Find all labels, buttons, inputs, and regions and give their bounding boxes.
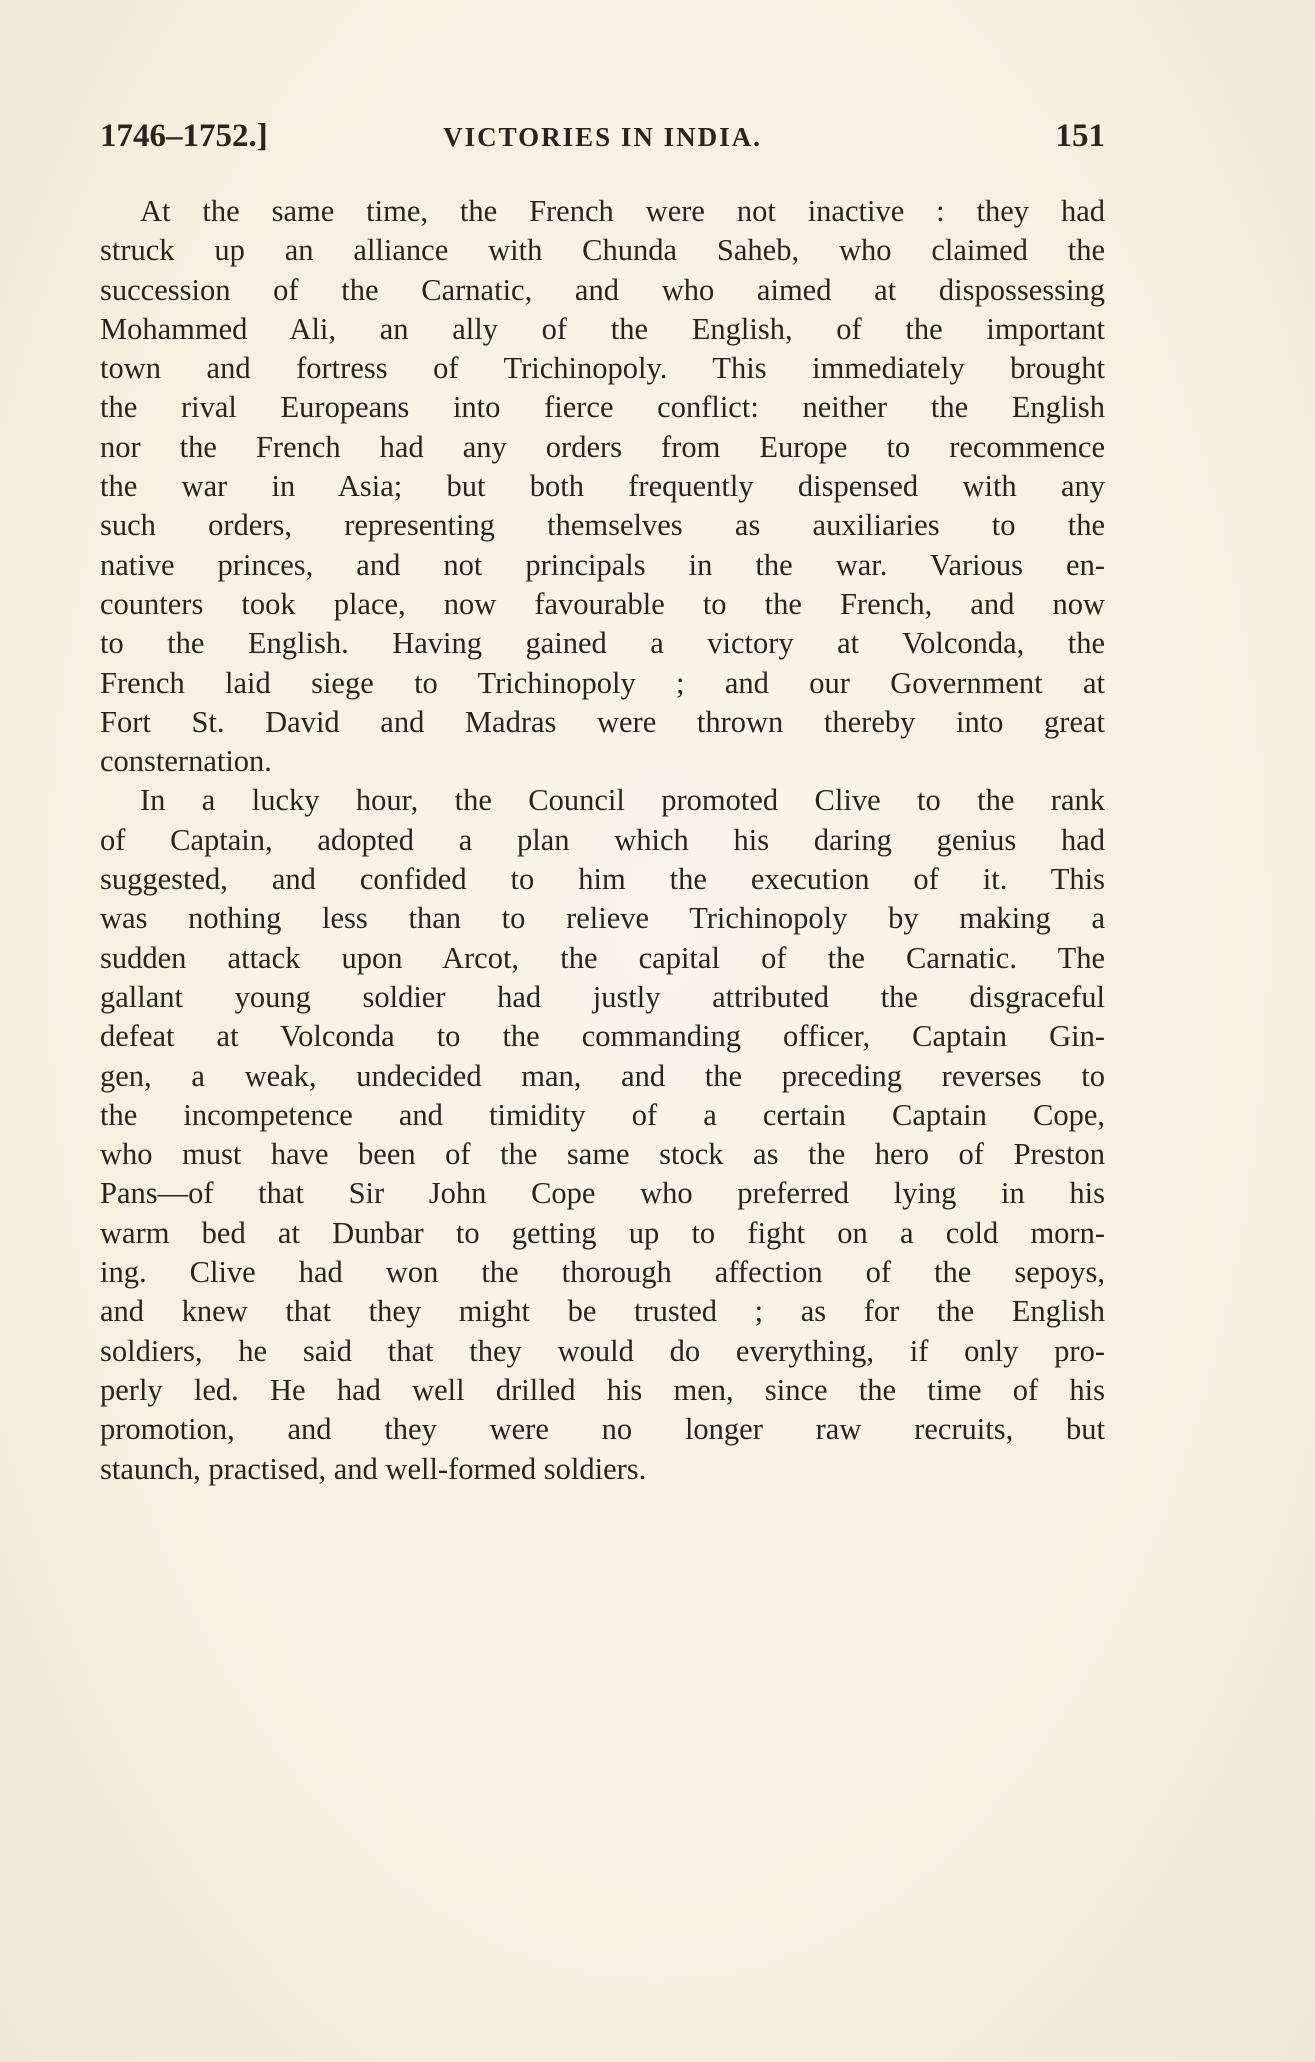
text-line: staunch, practised, and well-formed soldiers.	[100, 1451, 647, 1486]
running-head	[100, 118, 1105, 162]
text-line: who must have been of the same stock as the hero of Preston	[100, 1137, 1105, 1172]
text-line: ing. Clive had won the thorough affection of the sepoys,	[100, 1255, 1105, 1290]
text-line: nor the French had any orders from Europe to recommence	[100, 429, 1105, 464]
text-line: the war in Asia; but both frequently dispensed with any	[100, 469, 1105, 504]
text-line: warm bed at Dunbar to getting up to fight on a cold morn-	[100, 1215, 1105, 1250]
text-line: promotion, and they were no longer raw recruits, but	[100, 1412, 1105, 1447]
text-line: defeat at Volconda to the commanding officer, Captain Gin-	[100, 1019, 1105, 1054]
text-line: the incompetence and timidity of a certain Captain Cope,	[100, 1097, 1105, 1132]
text-line: to the English. Having gained a victory at Volconda, the	[100, 626, 1105, 661]
text-line: Mohammed Ali, an ally of the English, of the important	[100, 311, 1105, 346]
text-line: Fort St. David and Madras were thrown thereby into great	[100, 704, 1105, 739]
paragraph	[100, 781, 1105, 1488]
text-line: succession of the Carnatic, and who aimed at dispossessing	[100, 272, 1105, 307]
text-line: town and fortress of Trichinopoly. This immediately brought	[100, 351, 1105, 386]
page-number: 151	[1055, 118, 1105, 154]
text-line: was nothing less than to relieve Trichinopoly by making a	[100, 901, 1105, 936]
text-line: and knew that they might be trusted ; as for the English	[100, 1294, 1105, 1329]
text-line: perly led. He had well drilled his men, since the time of his	[100, 1372, 1105, 1407]
body-text	[100, 192, 1105, 1489]
text-line: struck up an alliance with Chunda Saheb, who claimed the	[100, 233, 1105, 268]
header-date-range: 1746–1752.]	[100, 118, 268, 154]
text-line: native princes, and not principals in the war. Various en-	[100, 547, 1105, 582]
text-line: At the same time, the French were not inactive : they had	[140, 194, 1105, 228]
text-line: sudden attack upon Arcot, the capital of the Carnatic. The	[100, 940, 1105, 975]
text-line: suggested, and confided to him the execution of it. This	[100, 862, 1105, 897]
text-line: In a lucky hour, the Council promoted Clive to the rank	[140, 783, 1105, 818]
header-title: VICTORIES IN INDIA.	[443, 122, 762, 152]
text-line: consternation.	[100, 744, 272, 779]
text-line: Pans—of that Sir John Cope who preferred lying in his	[100, 1176, 1105, 1211]
text-line: counters took place, now favourable to the French, and now	[100, 586, 1105, 621]
text-line: the rival Europeans into fierce conflict: neither the English	[100, 390, 1105, 425]
text-line: gen, a weak, undecided man, and the preceding reverses to	[100, 1058, 1105, 1093]
text-line: French laid siege to Trichinopoly ; and our Government at	[100, 665, 1105, 700]
text-line: such orders, representing themselves as auxiliaries to the	[100, 508, 1105, 543]
text-line: gallant young soldier had justly attributed the disgraceful	[100, 979, 1105, 1014]
text-line: of Captain, adopted a plan which his daring genius had	[100, 822, 1105, 857]
text-line: soldiers, he said that they would do everything, if only pro-	[100, 1333, 1105, 1368]
paragraph	[100, 192, 1105, 781]
